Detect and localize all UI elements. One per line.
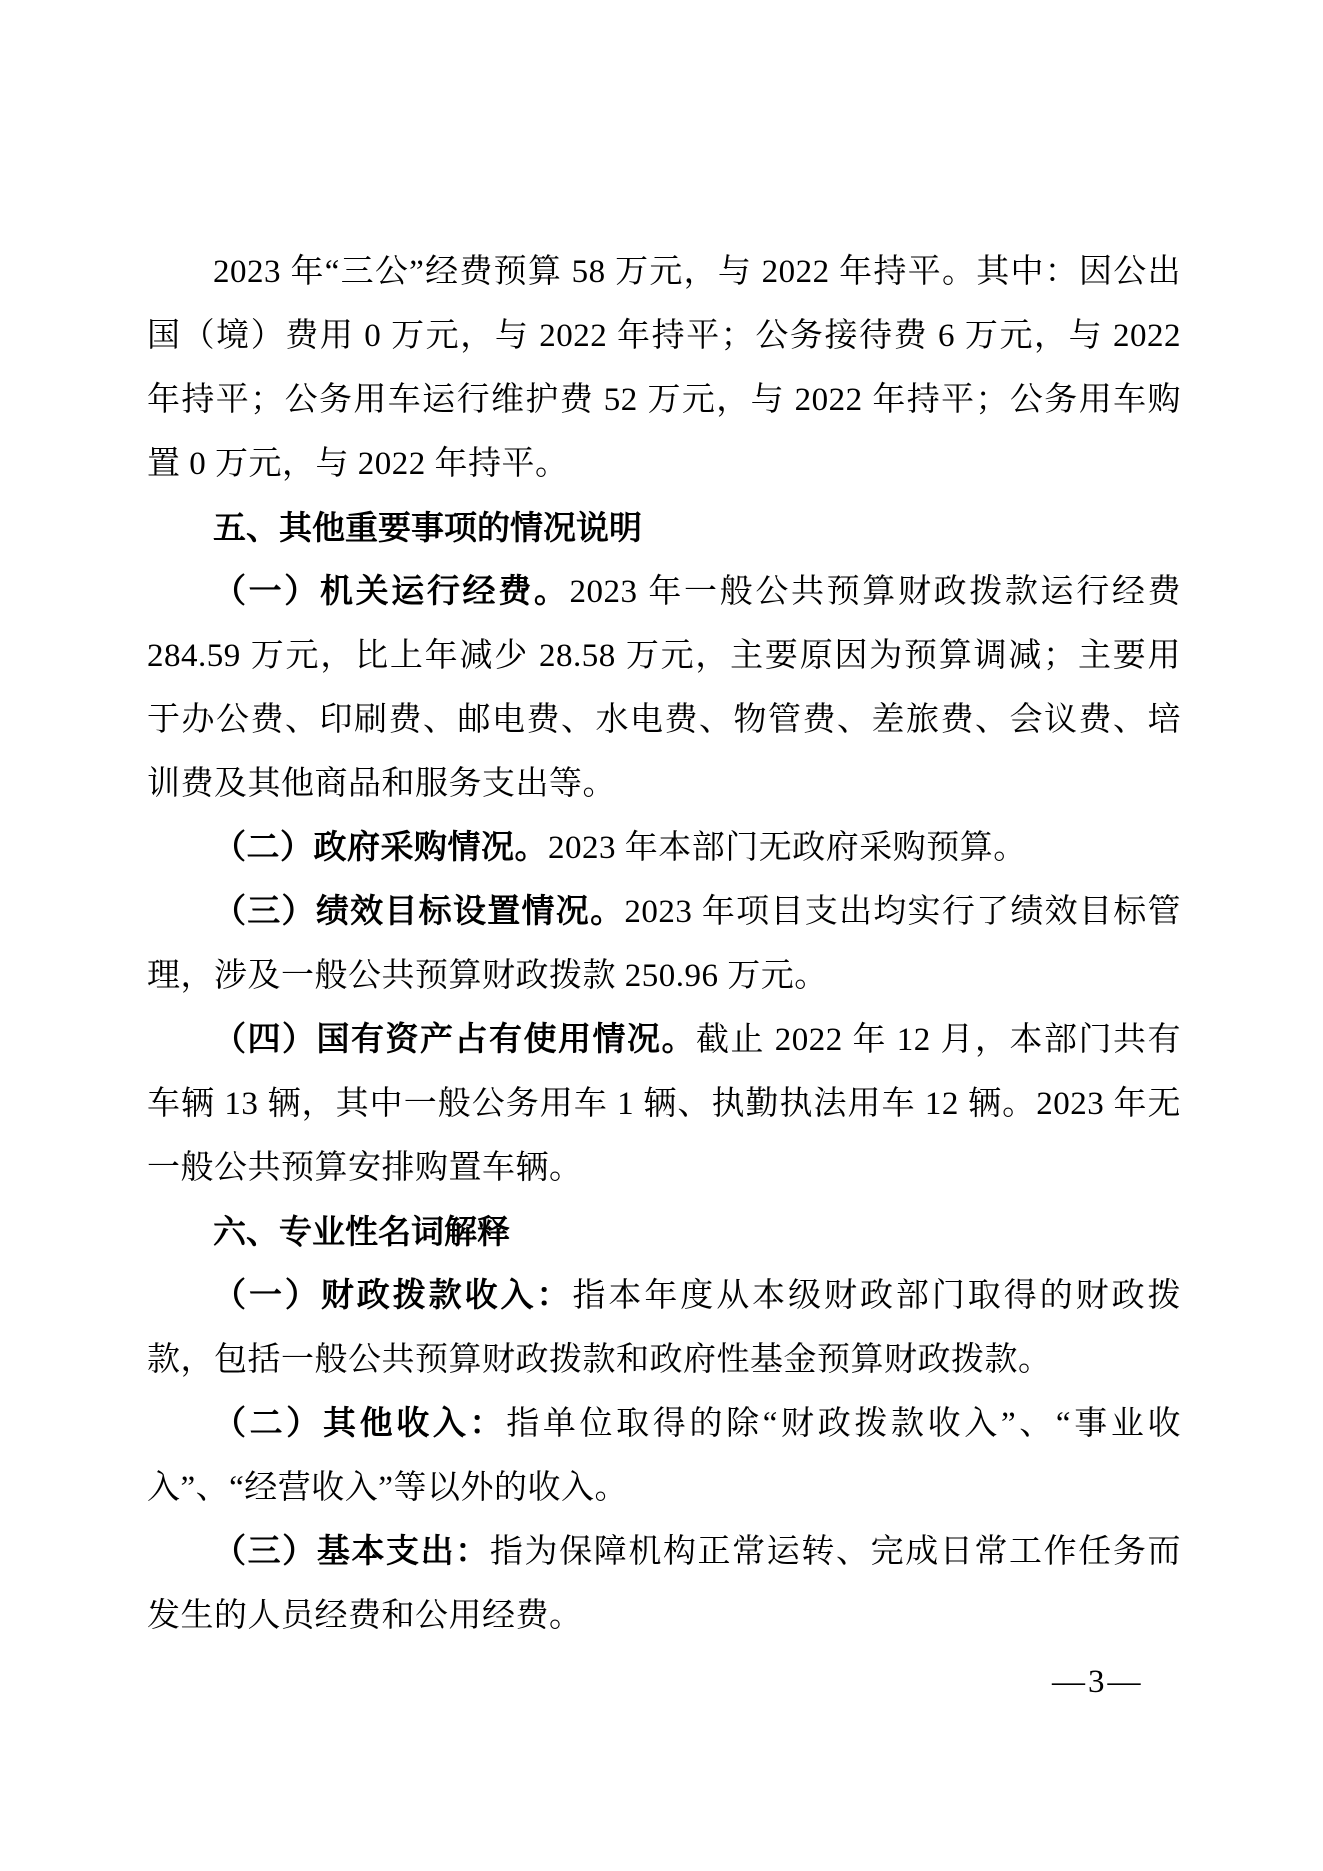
paragraph-lead: （三）绩效目标设置情况。 xyxy=(213,894,625,930)
paragraph-term-basic-expenditure xyxy=(147,1520,1181,1648)
paragraph-three-public-funds xyxy=(147,240,1181,496)
paragraph-text: 2023 年项目支出均实行了绩效目标管理，涉及一般公共预算财政拨款 250.96 万元。 xyxy=(147,894,1182,994)
section-heading-five xyxy=(147,496,1181,560)
paragraph-lead: （二）其他收入： xyxy=(213,1406,507,1442)
document-body xyxy=(147,240,1181,1648)
paragraph-term-fiscal-appropriation-income xyxy=(147,1264,1181,1392)
page-number: —3— xyxy=(1052,1664,1144,1700)
paragraph-text: 2023 年“三公”经费预算 58 万元，与 2022 年持平。其中：因公出国（境）费用 0 万元，与 2022 年持平；公务接待费 6 万元，与 2022 年持平；公务用车运行维护费 52 万元，与 2022 年持平；公务用车购置 0 万元，与 2022 年持平。 xyxy=(147,254,1182,482)
paragraph-text: 2023 年本部门无政府采购预算。 xyxy=(548,830,1027,866)
paragraph-operating-expenses xyxy=(147,560,1181,816)
paragraph-lead: （四）国有资产占有使用情况。 xyxy=(213,1022,696,1058)
paragraph-state-owned-assets xyxy=(147,1008,1181,1200)
paragraph-lead: （一）财政拨款收入： xyxy=(213,1278,573,1314)
paragraph-text: 2023 年一般公共预算财政拨款运行经费 284.59 万元，比上年减少 28.58 万元，主要原因为预算调减；主要用于办公费、印刷费、邮电费、水电费、物管费、差旅费、会议费、培训费及其他商品和服务支出等。 xyxy=(147,574,1182,802)
paragraph-text: 指单位取得的除“财政拨款收入”、“事业收入”、“经营收入”等以外的收入。 xyxy=(147,1406,1181,1506)
paragraph-lead: （三）基本支出： xyxy=(213,1534,490,1570)
paragraph-text: 指为保障机构正常运转、完成日常工作任务而发生的人员经费和公用经费。 xyxy=(147,1534,1182,1634)
heading-text: 六、专业性名词解释 xyxy=(213,1213,510,1250)
heading-text: 五、其他重要事项的情况说明 xyxy=(213,509,642,546)
paragraph-lead: （二）政府采购情况。 xyxy=(213,830,548,866)
paragraph-text: 指本年度从本级财政部门取得的财政拨款，包括一般公共预算财政拨款和政府性基金预算财政拨款。 xyxy=(147,1278,1182,1378)
paragraph-performance-targets xyxy=(147,880,1181,1008)
paragraph-text: 截止 2022 年 12 月，本部门共有车辆 13 辆，其中一般公务用车 1 辆、执勤执法用车 12 辆。2023 年无一般公共预算安排购置车辆。 xyxy=(147,1022,1181,1186)
paragraph-government-procurement xyxy=(147,816,1181,880)
paragraph-lead: （一）机关运行经费。 xyxy=(213,574,570,610)
paragraph-term-other-income xyxy=(147,1392,1181,1520)
section-heading-six xyxy=(147,1200,1181,1264)
